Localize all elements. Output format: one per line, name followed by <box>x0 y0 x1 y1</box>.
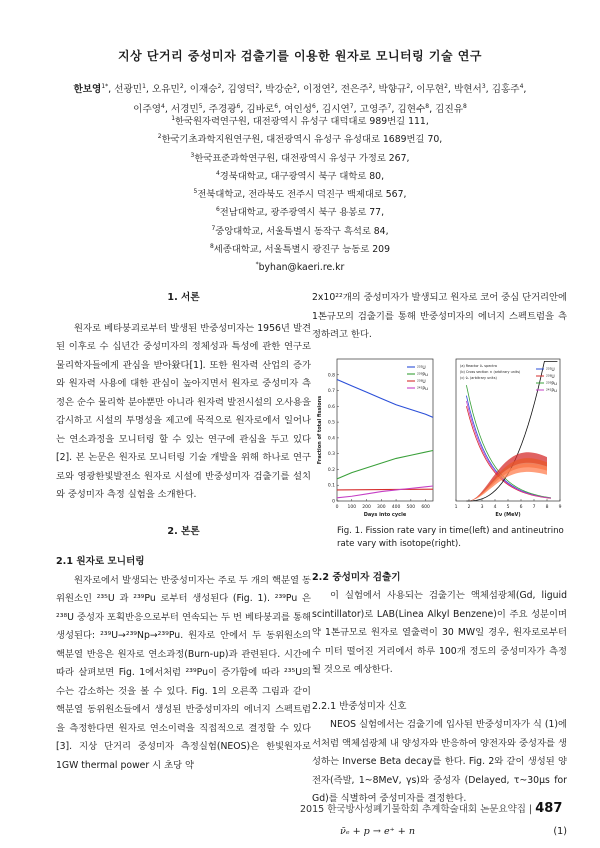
author <box>152 84 184 95</box>
affiliation <box>60 241 540 259</box>
author <box>379 84 411 95</box>
y-tick-label: 0.4 <box>327 435 335 441</box>
author-affiliation-mark: 6 <box>236 102 241 110</box>
author-name: 이재승 <box>189 84 218 95</box>
affiliation <box>60 259 540 277</box>
author-affiliation-mark: 6 <box>274 102 279 110</box>
author-affiliation-mark: 2 <box>330 82 335 90</box>
y-tick-label: 0.5 <box>327 420 335 426</box>
author-affiliation-mark: 7 <box>349 102 354 110</box>
author-affiliation-mark: 8 <box>462 102 467 110</box>
author <box>454 84 486 95</box>
affiliation <box>60 168 540 186</box>
affiliation <box>60 150 540 168</box>
y-tick-label: 0.6 <box>327 404 335 410</box>
page-footer <box>300 801 563 816</box>
author-name: 이주영 <box>133 104 161 115</box>
legend-label: ²³⁸U <box>546 374 555 380</box>
affiliation-mark: 2 <box>157 133 162 141</box>
author-name: 한보영 <box>73 84 102 95</box>
author <box>303 84 335 95</box>
author-name: 김시연 <box>321 104 350 115</box>
paper-title: 지상 단거리 중성미자 검출기를 이용한 원자로 모니터링 기술 연구 <box>118 49 482 63</box>
author-name: 박현서 <box>454 84 482 95</box>
legend-label: (a) Reactor ν̄ₑ spectra <box>460 363 497 368</box>
x-axis-label: Eν (MeV) <box>495 511 521 518</box>
author-affiliation-mark: 2 <box>255 82 260 90</box>
x-tick-label: 200 <box>362 504 371 510</box>
plot-frame <box>456 359 560 501</box>
affiliation <box>60 186 540 204</box>
legend-label: ²⁴¹Pu <box>417 386 428 392</box>
section-2-2-heading: 2.2 중성미자 검출기 <box>312 571 401 583</box>
author-affiliation-mark: 4 <box>519 82 524 90</box>
affiliation <box>60 204 540 222</box>
y-tick-label: 0.8 <box>327 372 335 378</box>
x-tick-label: 6 <box>519 504 523 510</box>
affiliation-list <box>60 113 540 278</box>
affiliation-mark: 5 <box>193 188 198 196</box>
legend-label: ²³⁵U <box>546 367 555 373</box>
x-tick-label: 600 <box>421 504 430 510</box>
author-affiliation-mark: 4 <box>160 102 165 110</box>
body-heading: 2. 본론 <box>167 525 200 537</box>
section-2-2-1-paragraph: NEOS 실험에서는 검출기에 입사된 반중성미자가 식 (1)에서처럼 액체섬광체 내 양성자와 반응하여 양전자와 중성자를 생성하는 Inverse Beta decay를 한다. Fig. 2와 같이 생성된 양전자(즉발, 1~8MeV, γs)와 중성자 (Delayed, τ~30μs for Gd)를 식별하여 중성미자를 결정한다. <box>312 719 567 804</box>
affiliation <box>60 131 540 149</box>
author-name: 이무현 <box>416 84 445 95</box>
author-name: 김진유 <box>435 104 463 115</box>
equation-number: (1) <box>553 825 567 837</box>
continued-paragraph: 2x10²²개의 중성미자가 발생되고 원자로 코어 중심 단거리안에 1톤규모의 검출기를 통해 반중성미자의 에너지 스펙트럼을 측정하려고 한다. <box>312 292 567 340</box>
author-affiliation-mark: 6 <box>311 102 316 110</box>
affiliation-text: 세종대학교, 서울특별시 광진구 능동로 209 <box>213 244 391 256</box>
affiliation-mark: * <box>255 261 259 269</box>
affiliation-text: 중앙대학교, 서울특별시 동작구 흑석로 84, <box>215 225 389 237</box>
author <box>228 84 260 95</box>
author-affiliation-mark: 2 <box>444 82 448 90</box>
affiliation-text: 전남대학교, 광주광역시 북구 용봉로 77, <box>219 207 385 219</box>
author-affiliation-mark: 8 <box>425 102 430 110</box>
legend-label: ²³⁸U <box>417 379 426 385</box>
x-tick-label: 300 <box>377 504 386 510</box>
x-tick-label: 5 <box>506 504 510 510</box>
x-tick-label: 9 <box>558 504 562 510</box>
x-tick-label: 7 <box>532 504 536 510</box>
author-affiliation-mark: 2 <box>217 82 222 90</box>
intro-heading: 1. 서론 <box>167 292 200 303</box>
author-name: 여인성 <box>284 104 312 115</box>
intro-paragraph: 원자로 베타붕괴로부터 발생된 반중성미자는 1956년 발견된 이후로 수 십년간 중성미자의 정체성과 특성에 관한 연구로 물리학자들에게 관심을 받아왔다[1]. 또한 원자력 산업의 증가와 원자력 사용에 대한 관심이 높아지면서 원자로 중성미자 측정은 순수 물리학 분야뿐만 아니라 원자력 발전시설의 오사용을 감시하고 시설의 투명성을 제고에 목적으로 원자로에서 일어나는 연소과정을 모니터링 할 수 있는 연구에 관심을 두고 있다[2]. 본 논문은 원자로 모니터링 기술 개발을 위해 하나로 연구로와 영광한빛발전소 원자로 시설에 반중성미자 검출기를 설치와 중성미자 측정 실험을 소개한다. <box>56 322 311 500</box>
author <box>341 84 373 95</box>
author <box>265 84 297 95</box>
author-name: 김현수 <box>397 104 426 115</box>
equation-1 <box>312 823 567 842</box>
author-name: 이정연 <box>303 84 331 95</box>
author <box>190 84 222 95</box>
footer-separator: | <box>529 804 533 815</box>
author-affiliation-mark: 7 <box>387 102 392 110</box>
author-name: 선광민 <box>114 84 143 95</box>
antineutrino-spectrum-chart <box>440 351 565 521</box>
x-tick-label: 0 <box>335 504 339 510</box>
legend-label: ²³⁵U <box>417 365 426 371</box>
affiliation-mark: 6 <box>215 206 220 214</box>
author-affiliation-mark: 1* <box>101 82 109 90</box>
affiliation-mark: 7 <box>211 224 216 232</box>
right-column <box>312 289 567 841</box>
author-name: 김홍주 <box>491 84 520 95</box>
x-tick-label: 500 <box>406 504 416 510</box>
author-affiliation-mark: 1 <box>142 82 146 90</box>
author-affiliation-mark: 2 <box>293 82 297 90</box>
author-affiliation-mark: 2 <box>368 82 373 90</box>
author <box>114 84 146 95</box>
equation-expression: ν̄ₑ + p → e⁺ + n <box>340 825 416 837</box>
author-affiliation-mark: 2 <box>406 82 411 90</box>
author-affiliation-mark: 3 <box>481 82 486 90</box>
x-tick-label: 100 <box>347 504 357 510</box>
x-tick-label: 4 <box>493 504 497 510</box>
affiliation-text: byhan@kaeri.re.kr <box>258 262 345 274</box>
affiliation-text: 한국기초과학지원연구원, 대전광역시 유성구 유성대로 1689번길 70, <box>161 134 443 146</box>
author-name: 박향규 <box>378 84 407 95</box>
affiliation-mark: 3 <box>190 151 195 159</box>
figure-1 <box>312 351 567 523</box>
footer-text: 2015 한국방사성폐기물학회 추계학술대회 논문요약집 <box>300 804 526 815</box>
legend-label: (b) Cross section × (arbitrary units) <box>460 369 521 374</box>
y-tick-label: 0.1 <box>327 483 335 489</box>
x-tick-label: 400 <box>391 504 401 510</box>
affiliation-mark: 1 <box>171 114 176 122</box>
y-tick-label: 0.2 <box>327 467 335 473</box>
fission-fraction-chart <box>315 351 440 521</box>
figure-1-caption: Fig. 1. Fission rate vary in time(left) and antineutrino rate vary with isotope(right). <box>337 525 564 549</box>
x-tick-label: 3 <box>480 504 484 510</box>
author-line-2: 이주영$^4$, 서경민$^5$, 주경광$^6$, 김바로$^6$, 여인성$^6$, 김시연$^7$, 고영주$^7$, 김현수$^8$, 김진유$^8$ <box>133 102 467 115</box>
section-2-2-paragraph: 이 실험에서 사용되는 검출기는 액체섬광체(Gd, liguid scintillator)로 LAB(Linea Alkyl Benzene)이 주요 성분이며 약 1톤규모로 원자로 열출력이 30 MW일 경우, 원자로로부터 수 미터 떨어진 거리에서 하루 100개 정도의 중성미자가 측정될 것으로 예상한다. <box>312 590 567 675</box>
author-name: 박강순 <box>265 84 294 95</box>
y-tick-label: 0 <box>332 499 335 504</box>
author-name: 서경민 <box>170 104 199 115</box>
section-2-1-heading: 2.1 원자로 모니터링 <box>56 556 145 567</box>
author-name: 오유민 <box>152 84 180 95</box>
author-name: 주경광 <box>208 104 237 115</box>
y-axis-label: Fraction of total fissions <box>317 395 323 464</box>
affiliation <box>60 113 540 131</box>
legend-label: ²³⁹Pu <box>546 381 557 387</box>
affiliation-mark: 8 <box>209 242 214 250</box>
page-number: 487 <box>535 801 563 816</box>
affiliation-text: 경북대학교, 대구광역시 북구 대학로 80, <box>219 170 385 182</box>
section-2-2-1-heading: 2.2.1 반중성미자 신호 <box>312 700 407 712</box>
lead-author <box>74 84 109 95</box>
affiliation-text: 한국원자력연구원, 대전광역시 유성구 대덕대로 989번길 111, <box>175 116 429 127</box>
author-name: 전은주 <box>340 84 369 95</box>
affiliation-text: 전북대학교, 전라북도 전주시 덕진구 백제대로 567, <box>197 189 407 201</box>
affiliation-text: 한국표준과학연구원, 대전광역시 유성구 가정로 267, <box>194 152 410 164</box>
author <box>416 84 448 95</box>
x-tick-label: 1 <box>454 504 458 510</box>
author <box>492 84 524 95</box>
section-2-1-paragraph: 원자로에서 발생되는 반중성미자는 주로 두 개의 핵분열 동위원소인 ²³⁵U 과 ²³⁹Pu 로부터 생성된다 (Fig. 1). ²³⁹Pu 은 ²³⁸U 중성자 포획반응으로부터 연속되는 두 번 베타붕괴를 통해 생성된다: ²³⁹U→²³⁹Np→²³⁹Pu. 원자로 안에서 두 동위원소의 핵분열 반응은 원자로 연소과정(Burn-up)과 관련된다. 시간에 따라 살펴보면 Fig. 1에서처럼 ²³⁹Pu이 증가함에 따라 ²³⁵U의 수는 감소하는 것을 볼 수 있다. Fig. 1의 오른쪽 그림과 같이 핵분열 동위원소들에서 생성된 반중성미자의 에너지 스펙트럼을 측정한다면 원자로 연소이력을 직접적으로 결정할 수 있다 [3]. 지상 단거리 중성미자 측정실험(NEOS)은 한빛원자로 1GW thermal power 시 초당 약 <box>56 574 311 771</box>
author-name: 김바로 <box>246 104 275 115</box>
left-column <box>56 289 311 775</box>
legend-label: ²³⁹Pu <box>417 372 428 378</box>
affiliation <box>60 223 540 241</box>
author-line-1: 한보영$^{1*}$, 선광민$^1$, 오유민$^2$, 이재승$^2$, 김영덕$^2$, 박강순$^2$, 이정연$^2$, 전은주$^2$, 박향규$^2$, 이무현$^2$, 박현서$^3$, 김홍주$^4$, <box>73 82 527 95</box>
x-axis-label: Days into cycle <box>363 511 407 518</box>
legend-label: ²⁴¹Pu <box>546 388 557 394</box>
y-tick-label: 0.3 <box>327 451 335 457</box>
affiliation-mark: 4 <box>215 169 220 177</box>
author-name: 고영주 <box>359 104 388 115</box>
x-tick-label: 8 <box>545 504 549 510</box>
x-tick-label: 2 <box>467 504 471 510</box>
author-affiliation-mark: 2 <box>179 82 184 90</box>
author-name: 김영덕 <box>227 84 256 95</box>
author-affiliation-mark: 5 <box>198 102 203 110</box>
y-tick-label: 0.7 <box>327 388 335 394</box>
legend-label: (c) ν̄ₑ (arbitrary units) <box>460 375 497 380</box>
